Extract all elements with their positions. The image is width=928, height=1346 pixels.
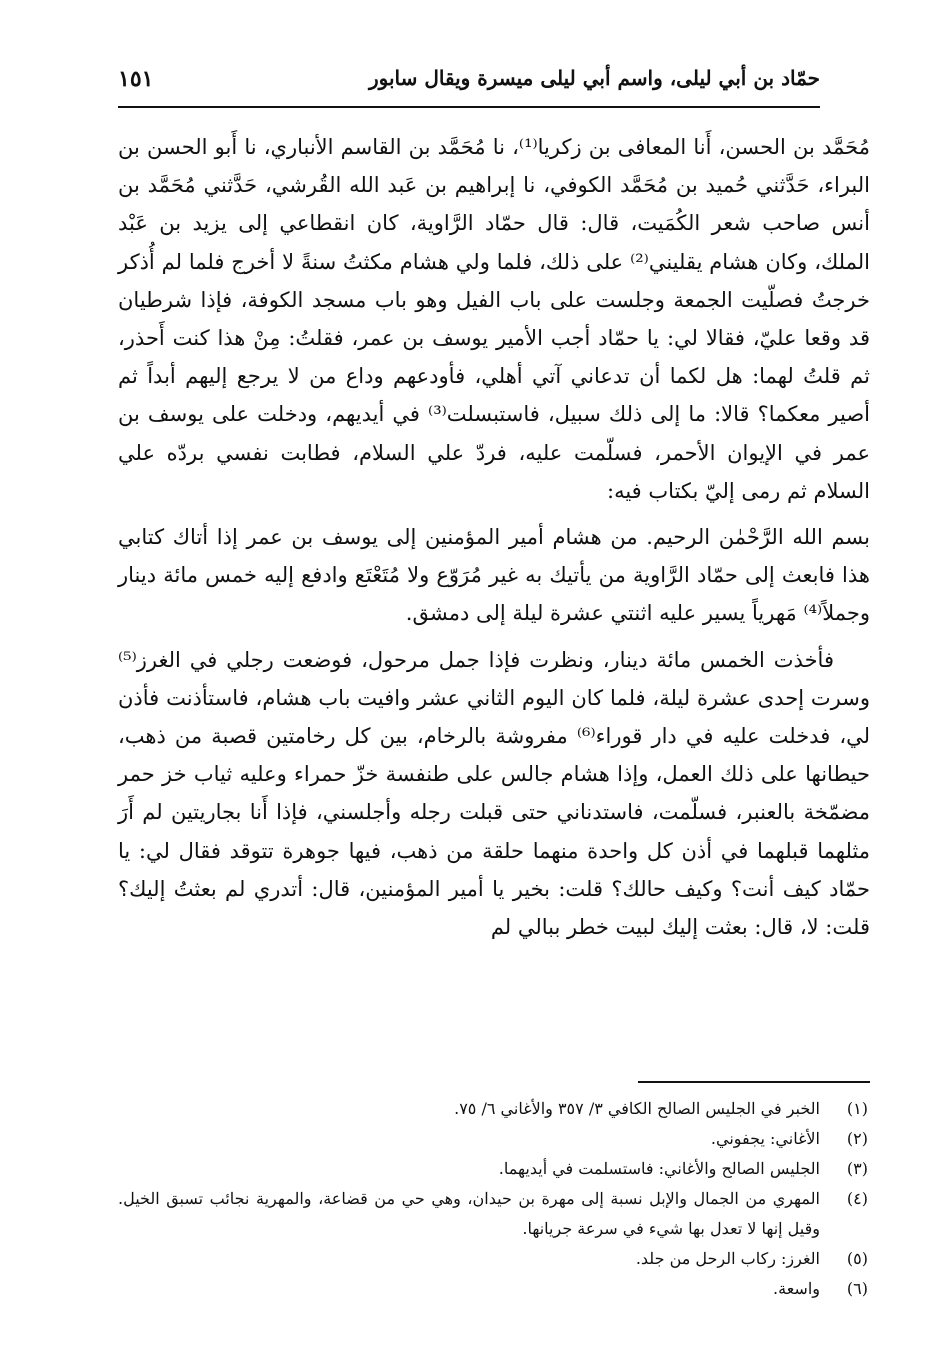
- footnote-number: (٣): [846, 1159, 868, 1178]
- footnote-text: الغرز: ركاب الرحل من جلد.: [635, 1249, 820, 1268]
- footnote-item: [118, 1184, 868, 1244]
- footnote-text: الأغاني: يجفوني.: [710, 1129, 820, 1148]
- paragraph-narrative: فأخذت الخمس مائة دينار، ونظرت فإذا جمل مرحول، فوضعت رجلي في الغرز⁽⁵⁾ وسرت إحدى عشرة ليلة، فلما كان اليوم الثاني عشر وافيت باب هشام، فاستأذنت فأذن لي، فدخلت عليه في دار قوراء⁽⁶⁾ مفروشة بالرخام، بين كل رخامتين قصبة من ذهب، حيطانها على ذلك العمل، وإذا هشام جالس على طنفسة خزّ حمراء وعليه ثياب خز حمر مضمّخة بالعنبر، فسلّمت، فاستدناني حتى قبلت رجله وأجلسني، فإذا أَنا بجاريتين لم أَرَ مثلهما قبلهما في أذن كل واحدة منهما حلقة من ذهب، فيها جوهرة تتوقد فقال لي: يا حمّاد كيف أنت؟ وكيف حالك؟ قلت: بخير يا أمير المؤمنين، قال: أتدري لم بعثتُ إليك؟ قلت: لا، قال: بعثت إليك لبيت خطر ببالي لم: [118, 647, 871, 940]
- footnote-number: (٦): [846, 1279, 868, 1298]
- footnote-text: الخبر في الجليس الصالح الكافي ٣/ ٣٥٧ والأغاني ٦/ ٧٥.: [454, 1099, 820, 1118]
- footnote-item: [118, 1244, 868, 1274]
- footnote-text: الجليس الصالح والأغاني: فاستسلمت في أيديهما.: [498, 1159, 820, 1178]
- footnote-number: (٤): [846, 1189, 868, 1208]
- running-title: حمّاد بن أبي ليلى، واسم أبي ليلى ميسرة ويقال سابور: [368, 66, 820, 90]
- footnote-item: [118, 1124, 868, 1154]
- footnote-number: (١): [846, 1099, 868, 1118]
- footnote-number: (٥): [846, 1249, 868, 1268]
- footnote-item: [118, 1094, 868, 1124]
- footnote-number: (٢): [846, 1129, 868, 1148]
- footnote-separator: [638, 1081, 870, 1083]
- footnotes: [118, 1094, 868, 1304]
- footnote-text: واسعة.: [773, 1279, 820, 1298]
- footnote-text: المهري من الجمال والإبل نسبة إلى مهرة بن حيدان، وهي حي من قضاعة، والمهرية نجائب تسبق الخيل. وقيل إنها لا تعدل بها شيء في سرعة جريانها.: [118, 1189, 820, 1238]
- page-number: ١٥١: [118, 66, 154, 92]
- page-header: [118, 62, 820, 108]
- paragraph-isnad: مُحَمَّد بن الحسن، أَنا المعافى بن زكريا⁽¹⁾، نا مُحَمَّد بن القاسم الأنباري، نا أَبو الحسن بن البراء، حَدَّثني حُميد بن مُحَمَّد الكوفي، نا إبراهيم بن عَبد الله القُرشي، حَدَّثني مُحَمَّد بن أنس صاحب شعر الكُمَيت، قال: قال حمّاد الرَّاوية، كان انقطاعي إلى يزيد بن عَبْد الملك، وكان هشام يقليني⁽²⁾ على ذلك، فلما ولي هشام مكثتُ سنةً لا أخرج فلما لم أُذكر خرجتُ فصلّيت الجمعة وجلست على باب الفيل وهو باب مسجد الكوفة، فإذا شرطيان قد وقعا عليّ، فقالا لي: يا حمّاد أجب الأمير يوسف بن عمر، فقلتُ: مِنْ هذا كنت أَحذر، ثم قلتُ لهما: هل لكما أن تدعاني آتي أهلي، فأودعهم وداع من لا يرجع إليهم أبداً ثم أصير معكما؟ قالا: ما إلى ذلك سبيل، فاستبسلت⁽³⁾ في أيديهم، ودخلت على يوسف بن عمر في الإيوان الأحمر، فسلّمت عليه، فردّ علي السلام، فطابت نفسي بردّه علي السلام ثم رمى إليّ بكتاب فيه:: [118, 135, 871, 503]
- footnote-item: [118, 1274, 868, 1304]
- paragraph-letter: بسم الله الرَّحْمٰن الرحيم. من هشام أمير المؤمنين إلى يوسف بن عمر إذا أتاك كتابي هذا فابعث إلى حمّاد الرَّاوية من يأتيك به غير مُرَوّع ولا مُتَعْتَع وادفع إليه خمس مائة دينار وجملاً⁽⁴⁾ مَهرياً يسير عليه اثنتي عشرة ليلة إلى دمشق.: [118, 525, 870, 626]
- body-text: [118, 128, 870, 946]
- footnote-item: [118, 1154, 868, 1184]
